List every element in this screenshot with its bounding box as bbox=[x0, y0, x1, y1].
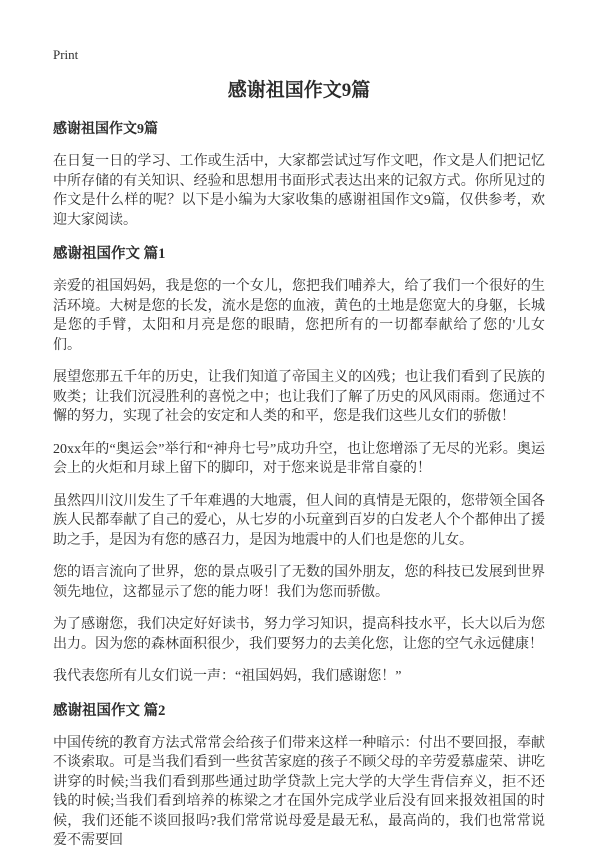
paragraph: 虽然四川汶川发生了千年难遇的大地震，但人间的真情是无限的，您带领全国各族人民都奉献了自己的爱心，从七岁的小玩童到百岁的白发老人个个都伸出了援助之手，是因为有您的感召力，是因为地震中的人们也是您的儿女。 bbox=[53, 493, 545, 548]
paragraph: 为了感谢您，我们决定好好读书，努力学习知识，提高科技水平，长大以后为您出力。因为您的森林面积很少，我们要努力的去美化您，让您的空气永远健康！ bbox=[53, 617, 545, 652]
paragraph: 我代表您所有儿女们说一声：“祖国妈妈，我们感谢您！” bbox=[53, 669, 402, 684]
paragraph: 中国传统的教育方法式常常会给孩子们带来这样一种暗示：付出不要回报，奉献不谈索取。可是当我们看到一些贫苦家庭的孩子不顾父母的辛劳爱慕虚荣、讲吃讲穿的时候;当我们看到那些通过助学贷款上完大学的大学生背信弃义，拒不还钱的时候;当我们看到培养的栋梁之才在国外完成学业后没有回来报效祖国的时候，我们还能不谈回报吗?我们常常说母爱是最无私，最高尚的，我们也常常说爱不需要回 bbox=[53, 735, 545, 848]
page-title: 感谢祖国作文9篇 bbox=[227, 80, 371, 101]
paragraph: 展望您那五千年的历史，让我们知道了帝国主义的凶残；也让我们看到了民族的败类；让我们沉浸胜利的喜悦之中；也让我们了解了历史的风风雨雨。您通过不懈的努力，实现了社会的安定和人类的和平，您是我们这些儿女们的骄傲！ bbox=[53, 370, 545, 424]
paragraph: 亲爱的祖国妈妈，我是您的一个女儿，您把我们哺养大，给了我们一个很好的生活环境。大树是您的长发，流水是您的血液，黄色的土地是您宽大的身躯，长城是您的手臂，太阳和月亮是您的眼睛，您把所有的一切都奉献给了您的'儿女们。 bbox=[53, 279, 545, 353]
section-heading: 感谢祖国作文 篇2 bbox=[53, 702, 166, 719]
document-subtitle: 感谢祖国作文9篇 bbox=[53, 122, 158, 137]
section-heading: 感谢祖国作文 篇1 bbox=[53, 246, 166, 262]
essay-sections bbox=[53, 245, 545, 851]
paragraph: 您的语言流向了世界，您的景点吸引了无数的国外朋友，您的科技已发展到世界领先地位，这都显示了您的能力呀！我们为您而骄傲。 bbox=[53, 565, 545, 600]
intro-paragraph: 在日复一日的学习、工作或生活中，大家都尝试过写作文吧，作文是人们把记忆中所存储的有关知识、经验和思想用书面形式表达出来的记叙方式。你所见过的作文是什么样的呢？以下是小编为大家收集的感谢祖国作文9篇，仅供参考，欢迎大家阅读。 bbox=[53, 154, 545, 228]
print-link[interactable]: Print bbox=[53, 47, 79, 62]
paragraph: 20xx年的“奥运会”举行和“神舟七号”成功升空，也让您增添了无尽的光彩。奥运会上的火炬和月球上留下的脚印，对于您来说是非常自豪的！ bbox=[53, 441, 545, 476]
